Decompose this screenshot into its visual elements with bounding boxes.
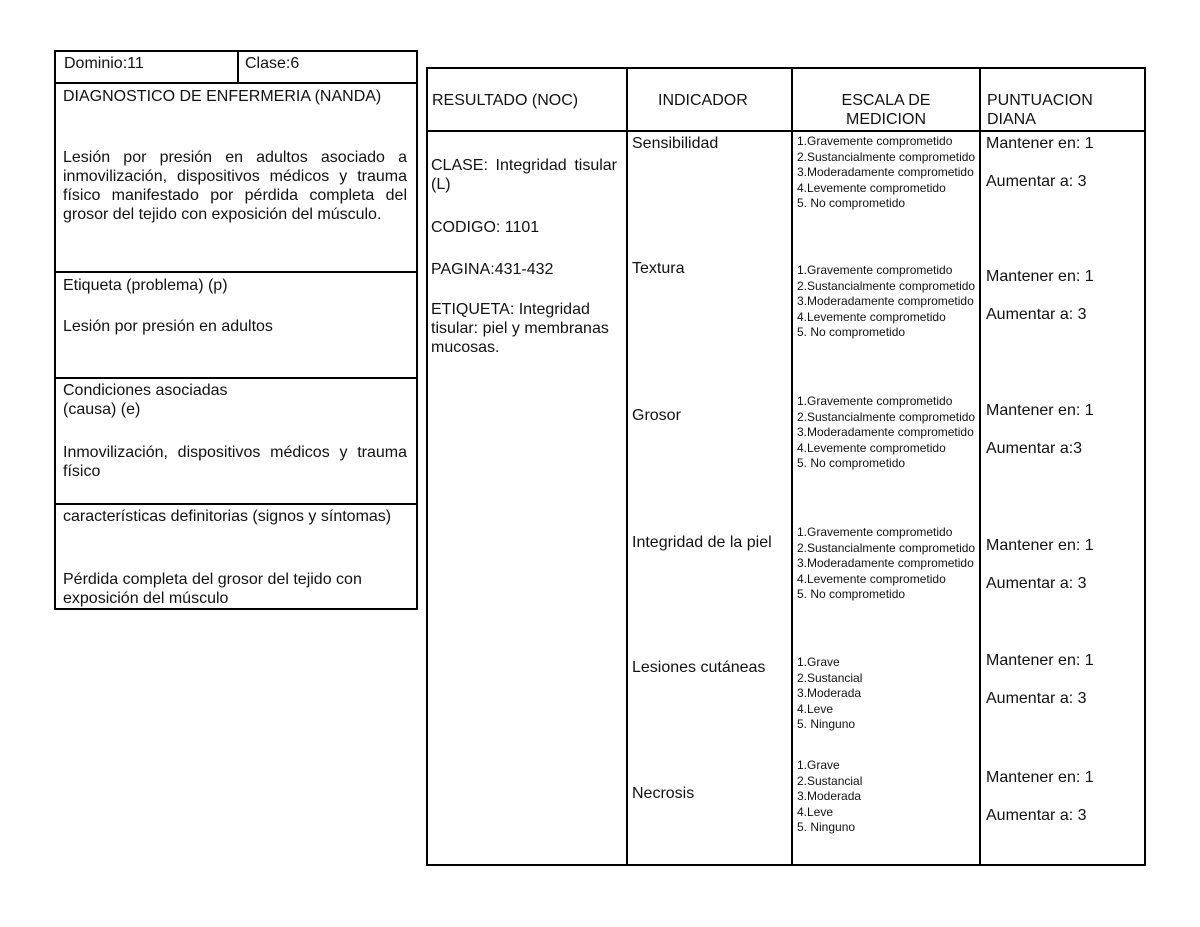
escala-integridad-piel: 1.Gravemente comprometido 2.Sustancialmente comprometido 3.Moderadamente comprometido 4.Levemente comprometido 5. No comprometido xyxy=(797,525,976,601)
indicador-integridad-piel: Integridad de la piel xyxy=(632,534,772,551)
mantener-integridad-piel: Mantener en: 1 xyxy=(986,537,1094,554)
header-indicador: INDICADOR xyxy=(658,92,748,109)
aumentar-textura: Aumentar a: 3 xyxy=(986,306,1087,323)
mantener-grosor: Mantener en: 1 xyxy=(986,402,1094,419)
mantener-necrosis: Mantener en: 1 xyxy=(986,769,1094,786)
border-line xyxy=(979,67,981,866)
diagnostico-text: Lesión por presión en adultos asociado a inmovilización, dispositivos médicos y trauma físico manifestado por pérdida completa del grosor del tejido con exposición del músculo. xyxy=(63,149,407,223)
escala-grosor: 1.Gravemente comprometido 2.Sustancialmente comprometido 3.Moderadamente comprometido 4.Levemente comprometido 5. No comprometido xyxy=(797,394,976,470)
header-puntuacion: PUNTUACION DIANA xyxy=(987,92,1093,128)
escala-lesiones-cutaneas: 1.Grave 2.Sustancial 3.Moderada 4.Leve 5. Ninguno xyxy=(797,655,863,731)
aumentar-sensibilidad: Aumentar a: 3 xyxy=(986,173,1087,190)
escala-sensibilidad: 1.Gravemente comprometido 2.Sustancialmente comprometido 3.Moderadamente comprometido 4.Levemente comprometido 5. No comprometido xyxy=(797,134,976,210)
header-escala: ESCALA DE MEDICION xyxy=(841,92,931,128)
etiqueta-text: Lesión por presión en adultos xyxy=(63,318,273,335)
aumentar-grosor: Aumentar a:3 xyxy=(986,440,1083,457)
clase-label: Clase:6 xyxy=(245,55,300,72)
border-line xyxy=(791,67,793,866)
mantener-textura: Mantener en: 1 xyxy=(986,268,1094,285)
mantener-lesiones-cutaneas: Mantener en: 1 xyxy=(986,652,1094,669)
resultado-codigo: CODIGO: 1101 xyxy=(431,219,540,236)
resultado-clase: CLASE: Integridad tisular (L) xyxy=(431,157,617,193)
border-line xyxy=(426,67,428,866)
indicador-necrosis: Necrosis xyxy=(632,785,695,802)
escala-textura: 1.Gravemente comprometido 2.Sustancialmente comprometido 3.Moderadamente comprometido 4.Levemente comprometido 5. No comprometido xyxy=(797,263,976,339)
dominio-label: Dominio:11 xyxy=(64,55,144,72)
caracteristicas-title: características definitorias (signos y síntomas) xyxy=(63,508,392,525)
border-line xyxy=(426,864,1146,866)
caracteristicas-text: Pérdida completa del grosor del tejido con exposición del músculo xyxy=(63,571,362,607)
etiqueta-title: Etiqueta (problema) (p) xyxy=(63,277,228,294)
indicador-textura: Textura xyxy=(632,260,685,277)
mantener-sensibilidad: Mantener en: 1 xyxy=(986,135,1094,152)
aumentar-lesiones-cutaneas: Aumentar a: 3 xyxy=(986,690,1087,707)
border-line xyxy=(1144,67,1146,866)
border-line xyxy=(626,67,628,866)
border-line xyxy=(426,67,1146,69)
condiciones-title: Condiciones asociadas (causa) (e) xyxy=(63,382,228,418)
indicador-sensibilidad: Sensibilidad xyxy=(632,135,719,152)
diagnostico-title: DIAGNOSTICO DE ENFERMERIA (NANDA) xyxy=(63,88,382,105)
border-line xyxy=(426,130,1146,132)
condiciones-text: Inmovilización, dispositivos médicos y trauma físico xyxy=(63,444,407,480)
indicador-lesiones-cutaneas: Lesiones cutáneas xyxy=(632,659,766,676)
resultado-pagina: PAGINA:431-432 xyxy=(431,261,554,278)
aumentar-integridad-piel: Aumentar a: 3 xyxy=(986,575,1087,592)
escala-necrosis: 1.Grave 2.Sustancial 3.Moderada 4.Leve 5. Ninguno xyxy=(797,758,863,834)
header-resultado: RESULTADO (NOC) xyxy=(432,92,579,109)
resultado-etiqueta: ETIQUETA: Integridad tisular: piel y membranas mucosas. xyxy=(431,301,609,356)
indicador-grosor: Grosor xyxy=(632,407,681,424)
aumentar-necrosis: Aumentar a: 3 xyxy=(986,807,1087,824)
